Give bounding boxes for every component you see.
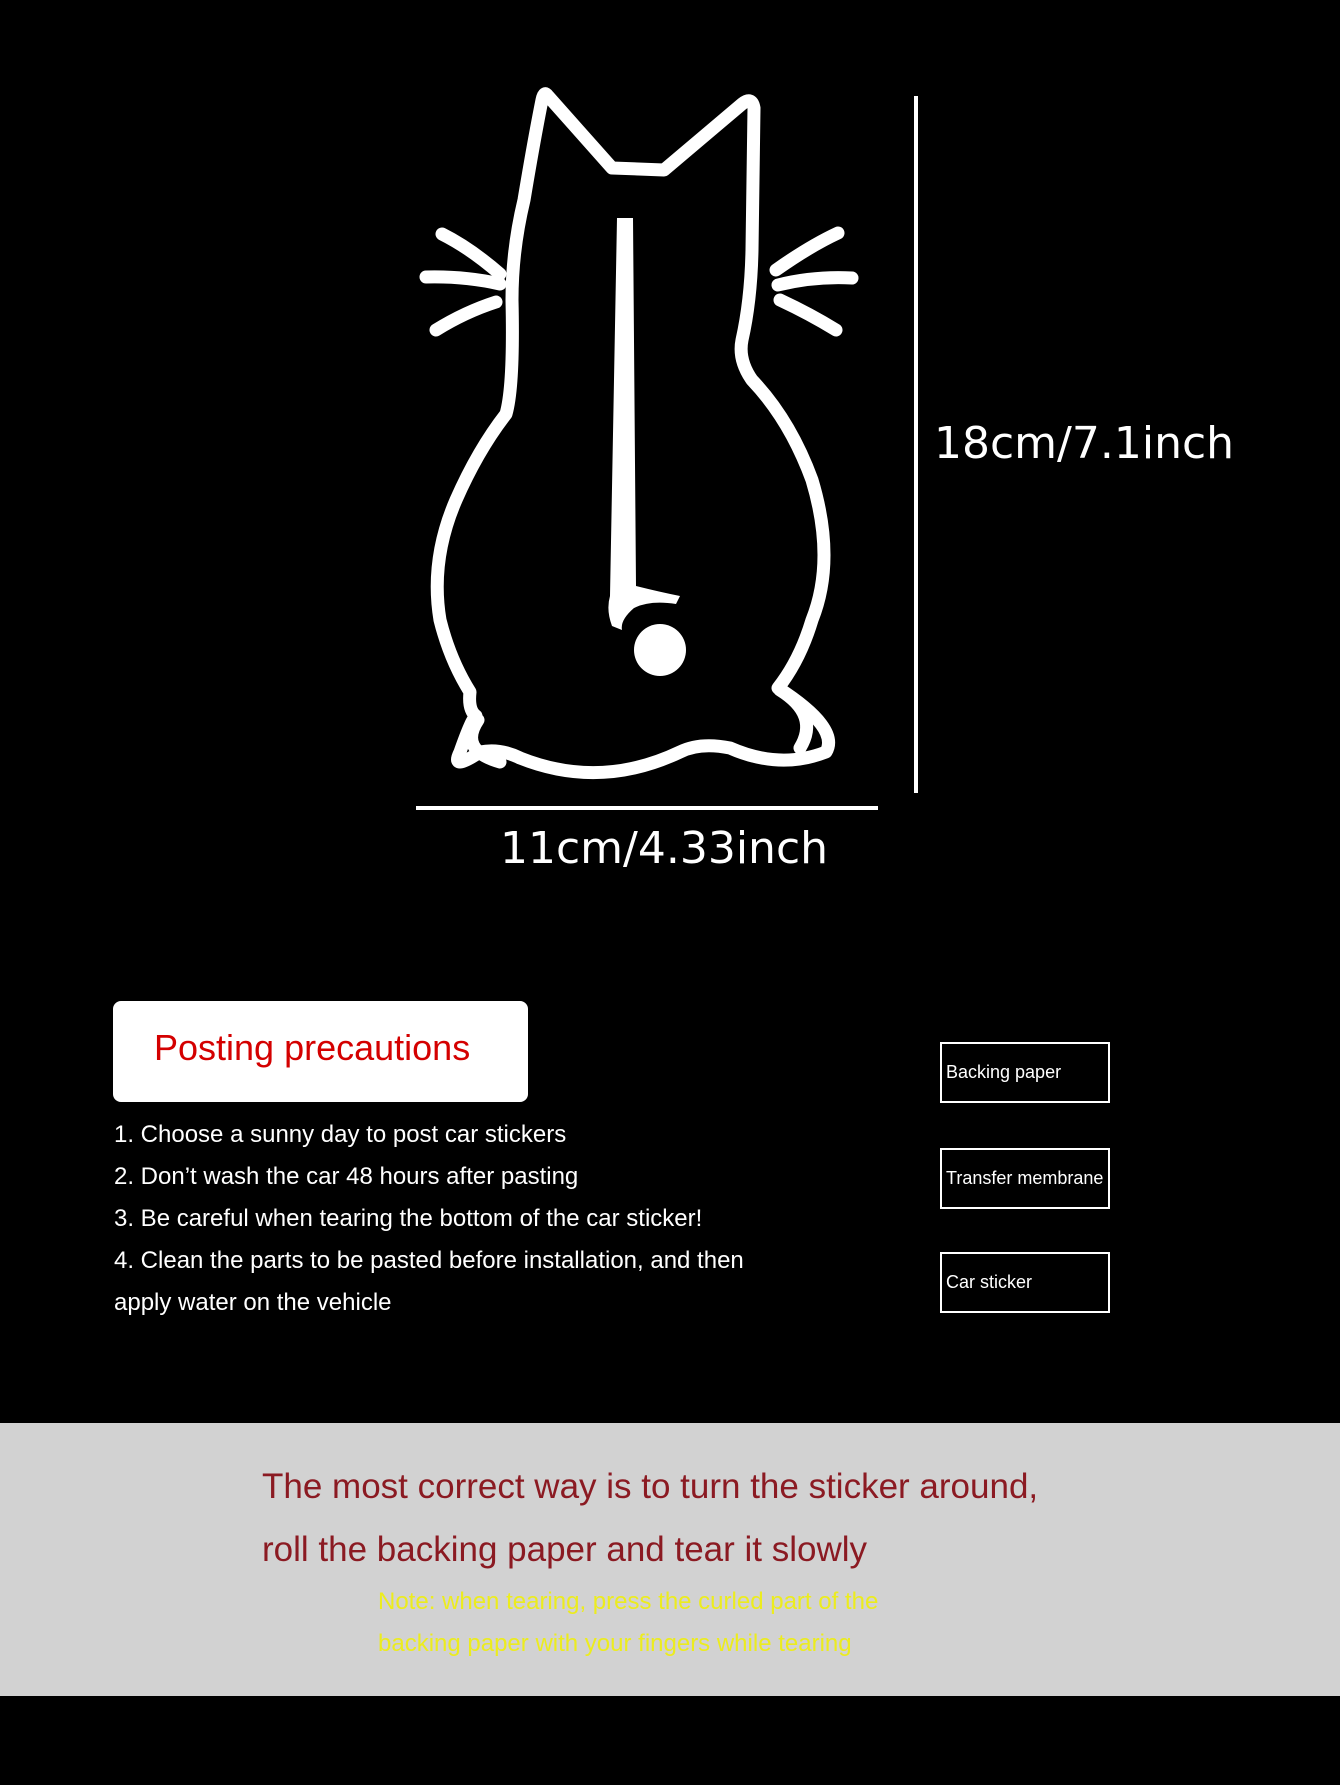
precaution-list (114, 1114, 814, 1324)
precaution-item: 2. Don’t wash the car 48 hours after pasting (114, 1163, 579, 1190)
whisker-right-top (776, 233, 838, 270)
whisker-right-bottom (780, 300, 836, 330)
layer-label: Car sticker (946, 1272, 1033, 1292)
whisker-left-top (442, 234, 500, 274)
layer-label: Transfer membrane (946, 1168, 1104, 1188)
layer-transfer-membrane (940, 1148, 1110, 1209)
layer-label: Backing paper (946, 1062, 1062, 1082)
width-dimension-label: 11cm/4.33inch (500, 823, 829, 874)
layer-backing-paper (940, 1042, 1110, 1103)
tip-text-line: The most correct way is to turn the sticker around, (262, 1467, 1039, 1506)
whisker-left-bottom (436, 302, 496, 330)
tip-band (0, 1423, 1340, 1696)
cat-tail (608, 218, 680, 630)
note-text-line: Note: when tearing, press the curled part of the (378, 1588, 879, 1615)
whisker-right-middle (778, 278, 852, 285)
layer-car-sticker (940, 1252, 1110, 1313)
precaution-item: 4. Clean the parts to be pasted before installation, and then (114, 1247, 744, 1274)
precaution-item: 3. Be careful when tearing the bottom of the car sticker! (114, 1205, 703, 1232)
note-text-line: backing paper with your fingers while tearing (378, 1630, 852, 1657)
precautions-title: Posting precautions (154, 1027, 471, 1068)
tip-text-line: roll the backing paper and tear it slowly (262, 1530, 868, 1569)
precautions-title-card (113, 1001, 528, 1102)
precaution-item: apply water on the vehicle (114, 1289, 392, 1316)
precaution-item: 1. Choose a sunny day to post car stickers (114, 1121, 567, 1148)
cat-tail-tip (634, 624, 686, 676)
whisker-left-middle (426, 277, 500, 284)
cat-left-haunch (472, 720, 500, 762)
cat-sticker-illustration (0, 0, 1340, 820)
height-dimension-label: 18cm/7.1inch (934, 418, 1235, 469)
